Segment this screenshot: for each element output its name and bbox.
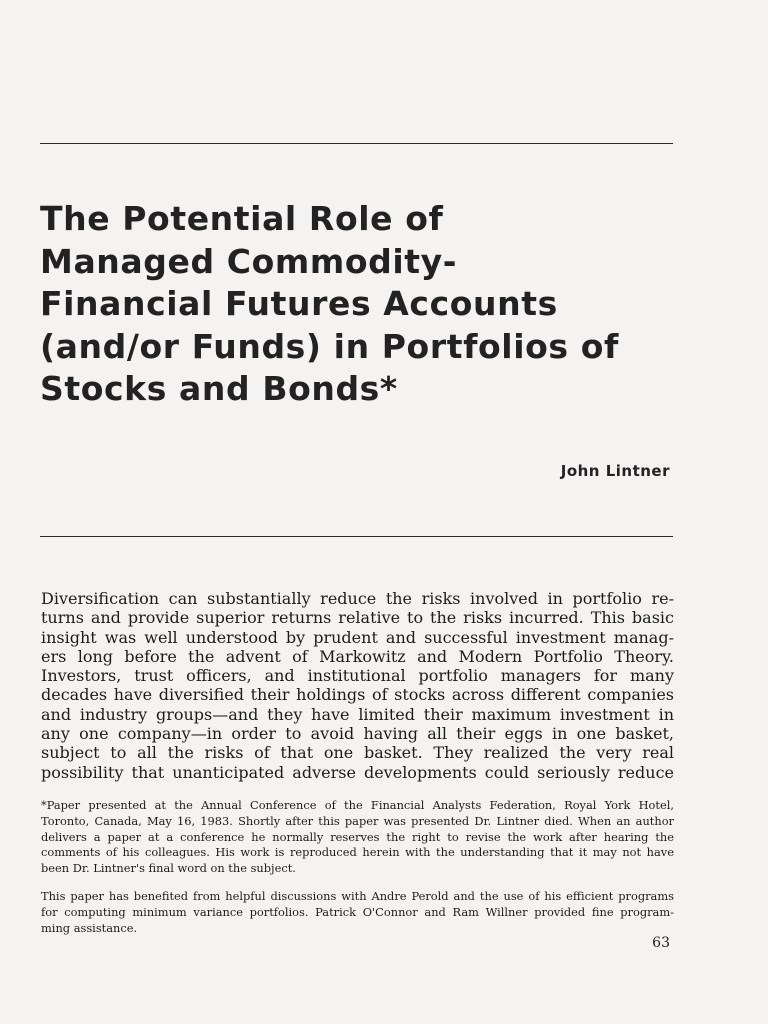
body-line: Diversification can substantially reduce the risks involved in portfolio re- xyxy=(41,589,674,608)
title-line: (and/or Funds) in Portfolios of xyxy=(40,326,619,366)
body-line: subject to all the risks of that one basket. They realized the very real xyxy=(41,743,674,763)
bottom-rule xyxy=(40,536,673,537)
body-line: Investors, trust officers, and institutional portfolio managers for many xyxy=(41,666,674,686)
footnote-line: *Paper presented at the Annual Conference of the Financial Analysts Federation, Royal York Hotel, xyxy=(41,798,674,812)
footnote-acknowledgments xyxy=(41,889,674,936)
footnote-presentation xyxy=(41,798,674,877)
body-line: decades have diversified their holdings of stocks across different companies xyxy=(41,685,674,705)
footnote-line: comments of his colleagues. His work is reproduced herein with the understanding that it may not have xyxy=(41,845,674,860)
title-line: Stocks and Bonds* xyxy=(40,369,398,408)
footnote-line: been Dr. Lintner's final word on the subject. xyxy=(41,861,296,876)
footnote-line: ming assistance. xyxy=(41,920,138,935)
footnote-line: delivers a paper at a conference he normally reserves the right to revise the work after hearing the xyxy=(41,829,674,844)
title-line: The Potential Role of xyxy=(40,199,444,238)
body-line: and industry groups—and they have limited their maximum investment in xyxy=(41,704,674,724)
body-line: any one company—in order to avoid having all their eggs in one basket, xyxy=(41,724,674,744)
body-line: turns and provide superior returns relative to the risks incurred. This basic xyxy=(41,608,674,628)
footnote-line: This paper has benefited from helpful discussions with Andre Perold and the use of his efficient programs xyxy=(41,889,674,903)
footnote-line: for computing minimum variance portfolios. Patrick O'Connor and Ram Willner provided fine program- xyxy=(41,904,674,919)
body-line: ers long before the advent of Markowitz and Modern Portfolio Theory. xyxy=(41,646,674,666)
body-paragraph xyxy=(41,589,674,782)
body-line: insight was well understood by prudent and successful investment manag- xyxy=(41,627,674,647)
page-number: 63 xyxy=(652,935,670,951)
body-line: possibility that unanticipated adverse developments could seriously reduce xyxy=(41,762,674,782)
title-line: Managed Commodity- xyxy=(40,241,458,281)
paper-title xyxy=(40,198,680,411)
author-name: John Lintner xyxy=(560,462,670,480)
top-rule xyxy=(40,143,673,144)
footnote-line: Toronto, Canada, May 16, 1983. Shortly after this paper was presented Dr. Lintner died. When an author xyxy=(41,813,674,828)
title-line: Financial Futures Accounts xyxy=(40,284,558,323)
